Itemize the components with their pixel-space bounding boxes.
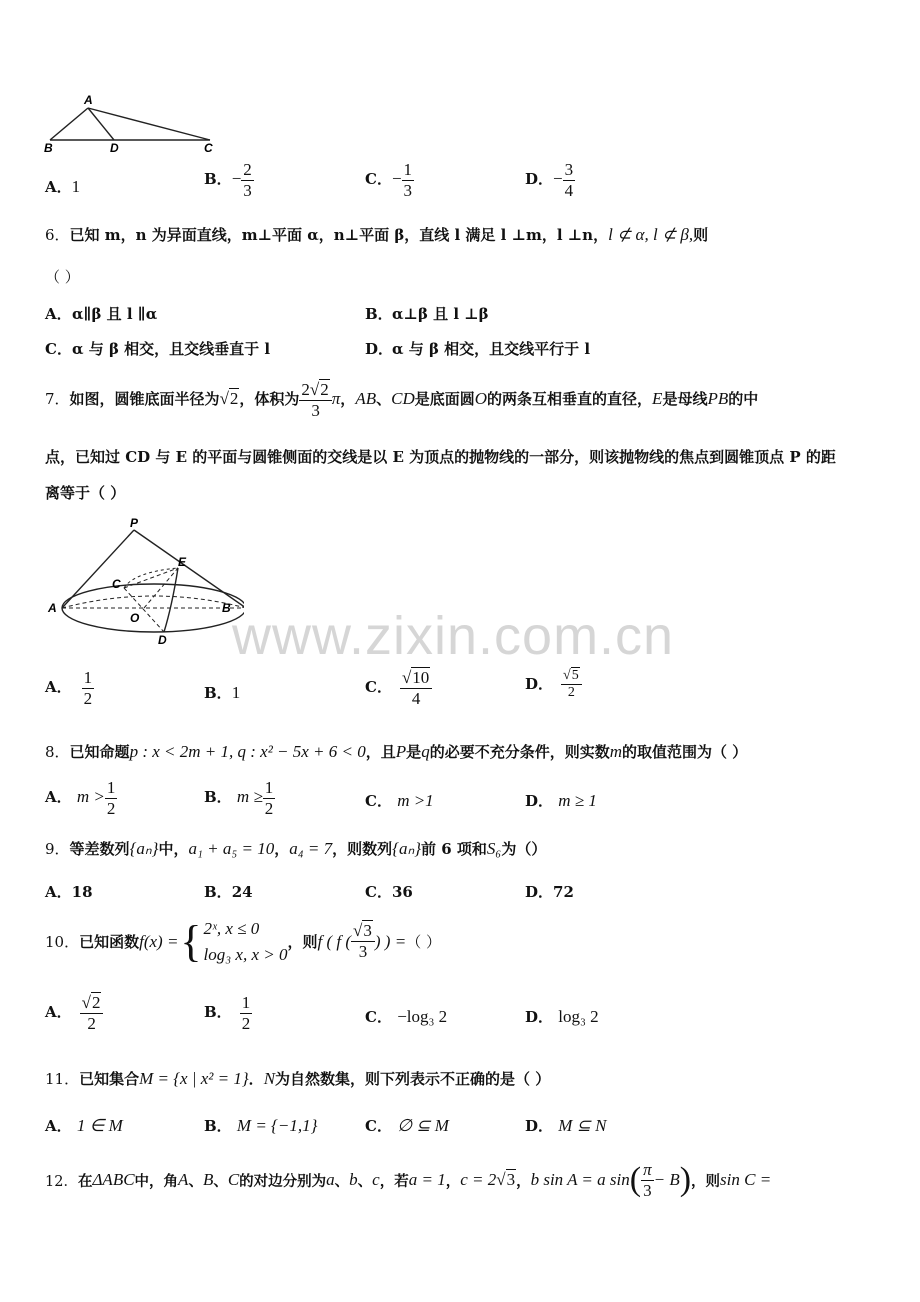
q8-option-c[interactable]: C． m >1	[365, 791, 434, 810]
triangle-abc-figure	[40, 92, 230, 154]
q8-stem: 8．已知命题p : x < 2m + 1, q : x² − 5x + 6 < 0，且P是q的必要不充分条件，则实数m的取值范围为（ ）	[45, 742, 748, 761]
label-e: E	[178, 555, 187, 569]
q9-option-c[interactable]: C．36	[365, 883, 413, 901]
label-a: A	[48, 601, 57, 615]
q5-option-a[interactable]: A．1	[45, 177, 81, 196]
q6-option-b[interactable]: B．	[365, 305, 393, 323]
label-c: C	[112, 577, 121, 591]
label-d: D	[110, 141, 119, 154]
q8-option-a[interactable]: A． m > $\frac{1}{2}$	[45, 778, 116, 818]
q10-stem: 10． 已知函数 f(x) = { 2ˣ, x ≤ 0 log₃ x, x > 0 ，则 f ( f ( $\frac{√3}{3}$ ) ) = （ ）	[45, 916, 441, 966]
q6-option-d-text: α 与 β 相交，且交线平行于 l	[392, 340, 591, 358]
q11-option-d[interactable]: D． M ⊆ N	[525, 1116, 607, 1135]
q6-paren: （ ）	[45, 268, 80, 286]
q9-stem: 9．等差数列{aₙ}中，a₁ + a₅ = 10，a₄ = 7，则数列{aₙ}前 6 项和S₆为（）	[45, 839, 547, 858]
q7-option-a[interactable]: A． $\frac{1}{2}$	[45, 668, 93, 708]
q5-option-c[interactable]: C．− $\frac{1}{3}$	[365, 160, 413, 200]
q11-option-a[interactable]: A． 1 ∈ M	[45, 1116, 123, 1135]
q10-option-b[interactable]: B． $\frac{1}{2}$	[204, 993, 251, 1033]
q6-option-a[interactable]: A．	[45, 305, 72, 323]
q6-option-b-text: α⊥β 且 l ⊥β	[392, 305, 489, 323]
q7-stem-line3: 离等于（ ）	[45, 484, 126, 502]
q11-stem: 11．已知集合M = {x | x² = 1}．N为自然数集，则下列表示不正确的是（ ）	[45, 1069, 551, 1088]
q12-stem: 12． 在 ΔABC 中，角 A 、 B 、 C 的对边分别为 a 、 b 、 c ，若 a = 1 ， c = 2 √3 ， b sin A = a sin ( $\frac{\pi}{3}$ − B ) ，则 sin C =	[45, 1160, 772, 1200]
q9-option-b[interactable]: B．24	[204, 883, 253, 901]
q7-option-b[interactable]: B．1	[204, 683, 241, 702]
q9-option-a[interactable]: A．18	[45, 883, 93, 901]
q6-option-c-text: α 与 β 相交，且交线垂直于 l	[72, 340, 271, 358]
q7-stem-line2: 点，已知过 CD 与 E 的平面与圆锥侧面的交线是以 E 为顶点的抛物线的一部分，则该抛物线的焦点到圆锥顶点 P 的距	[45, 448, 836, 466]
label-c: C	[204, 141, 213, 154]
q5-option-d[interactable]: D．− $\frac{3}{4}$	[525, 160, 574, 200]
q5-option-b[interactable]: B．− $\frac{2}{3}$	[204, 160, 252, 200]
cone-figure	[44, 516, 244, 648]
q8-option-b[interactable]: B． m ≥ $\frac{1}{2}$	[204, 778, 274, 818]
q10-option-a[interactable]: A． $\frac{√2}{2}$	[45, 993, 103, 1033]
label-p: P	[130, 516, 139, 530]
q6-option-d[interactable]: D．	[365, 340, 394, 358]
q7-stem-line1: 7．如图，圆锥底面半径为√2，体积为 $\frac{2√2}{3}$ π，AB、CD是底面圆O的两条互相垂直的直径，E是母线PB的中	[45, 380, 759, 420]
q11-option-c[interactable]: C． ∅ ⊆ M	[365, 1116, 449, 1135]
q10-option-d[interactable]: D． log₃ 2	[525, 1007, 599, 1026]
label-b: B	[44, 141, 53, 154]
watermark: www.zixin.com.cn	[232, 606, 675, 666]
label-a: A	[84, 93, 93, 107]
q11-option-b[interactable]: B． M = {−1,1}	[204, 1116, 318, 1135]
q6-option-a-text: α∥β 且 l ∥α	[72, 305, 158, 323]
q7-option-c[interactable]: C． $\frac{√10}{4}$	[365, 668, 432, 708]
q6-option-c[interactable]: C．	[45, 340, 72, 358]
label-b: B	[222, 601, 231, 615]
q6-stem: 6．已知 m，n 为异面直线，m⊥平面 α，n⊥平面 β，直线 l 满足 l ⊥m，l ⊥n，l ⊄ α, l ⊄ β,则	[45, 225, 709, 244]
q10-option-c[interactable]: C． −log₃ 2	[365, 1007, 448, 1026]
q8-option-d[interactable]: D． m ≥ 1	[525, 791, 597, 810]
q7-option-d[interactable]: D． $\frac{√5}{2}$	[525, 668, 582, 701]
q9-option-d[interactable]: D．72	[525, 883, 574, 901]
label-o: O	[130, 611, 140, 625]
label-d: D	[158, 633, 167, 647]
